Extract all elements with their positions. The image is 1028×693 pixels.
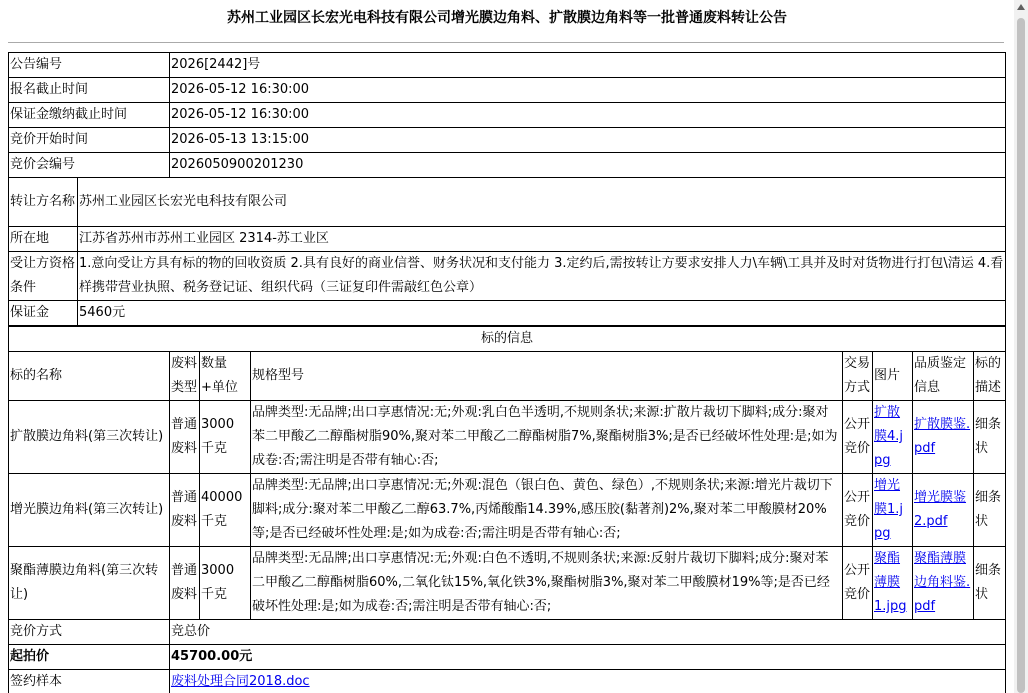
header-image: 图片 bbox=[873, 352, 913, 401]
info-value: 2026050900201230 bbox=[170, 153, 1006, 178]
table-row bbox=[9, 474, 1006, 547]
party-value: 1.意向受让方具有标的物的回收资质 2.具有良好的商业信誉、财务状况和支付能力 3.定约后,需按转让方要求安排人力\车辆\工具并及时对货物进行打包\清运 4.看样携带营业执照、税务登记证、组织代码（三证复印件需敲红色公章） bbox=[78, 252, 1006, 301]
info-label: 报名截止时间 bbox=[9, 78, 170, 103]
lot-name: 扩散膜边角料(第三次转让) bbox=[9, 401, 170, 474]
party-row bbox=[9, 178, 1006, 227]
party-label: 受让方资格条件 bbox=[9, 252, 78, 301]
info-label: 保证金缴纳截止时间 bbox=[9, 103, 170, 128]
lot-image-link[interactable]: 聚酯薄膜1.jpg bbox=[874, 551, 907, 614]
contract-sample-link[interactable]: 废料处理合同2018.doc bbox=[171, 674, 310, 689]
lot-type: 普通废料 bbox=[170, 401, 200, 474]
lot-report-link[interactable]: 增光膜鉴2.pdf bbox=[914, 490, 967, 529]
transferor-table bbox=[8, 177, 1006, 326]
lot-type: 普通废料 bbox=[170, 547, 200, 620]
lot-desc: 细条状 bbox=[974, 474, 1006, 547]
party-value: 5460元 bbox=[78, 301, 1006, 326]
lot-qty: 40000千克 bbox=[200, 474, 251, 547]
lot-method: 公开竞价 bbox=[843, 547, 873, 620]
info-row bbox=[9, 53, 1006, 78]
lot-spec: 品牌类型:无品牌;出口享惠情况:无;外观:白色不透明,不规则条状;来源:反射片裁切下脚料;成分:聚对苯二甲酸乙二醇酯树脂60%,二氧化钛15%,氧化铁3%,聚酯树脂3%,聚对苯二甲酸膜材19%等;是否已经破坏性处理:是;如为成卷:否;需注明是否带有轴心:否; bbox=[251, 547, 843, 620]
lot-name: 增光膜边角料(第三次转让) bbox=[9, 474, 170, 547]
lot-name: 聚酯薄膜边角料(第三次转让) bbox=[9, 547, 170, 620]
lot-desc: 细条状 bbox=[974, 401, 1006, 474]
info-value: 2026[2442]号 bbox=[170, 53, 1006, 78]
party-value: 江苏省苏州市苏州工业园区 2314-苏工业区 bbox=[78, 227, 1006, 252]
party-row bbox=[9, 252, 1006, 301]
info-row bbox=[9, 128, 1006, 153]
contract-sample-cell bbox=[170, 670, 1006, 693]
footer-row bbox=[9, 620, 1006, 645]
footer-label: 竞价方式 bbox=[9, 620, 170, 645]
party-value: 苏州工业园区长宏光电科技有限公司 bbox=[78, 178, 1006, 227]
title-divider bbox=[8, 42, 1004, 43]
footer-row bbox=[9, 670, 1006, 693]
lot-image-link[interactable]: 增光膜1.jpg bbox=[874, 478, 904, 541]
lot-qty: 3000 千克 bbox=[200, 547, 251, 620]
section-header-row bbox=[9, 327, 1006, 352]
info-row bbox=[9, 103, 1006, 128]
party-row bbox=[9, 301, 1006, 326]
header-qty: 数量+单位 bbox=[200, 352, 251, 401]
info-row bbox=[9, 153, 1006, 178]
lot-image-link[interactable]: 扩散膜4.jpg bbox=[874, 405, 904, 468]
table-row bbox=[9, 401, 1006, 474]
lot-info-table bbox=[8, 326, 1006, 693]
lot-method: 公开竞价 bbox=[843, 474, 873, 547]
lot-desc: 细条状 bbox=[974, 547, 1006, 620]
start-price-label: 起拍价 bbox=[9, 645, 170, 670]
header-desc: 标的描述 bbox=[974, 352, 1006, 401]
lot-image-cell bbox=[873, 401, 913, 474]
header-type: 废料类型 bbox=[170, 352, 200, 401]
lot-report-cell bbox=[913, 547, 974, 620]
info-label: 公告编号 bbox=[9, 53, 170, 78]
lot-spec: 品牌类型:无品牌;出口享惠情况:无;外观:乳白色半透明,不规则条状;来源:扩散片裁切下脚料;成分:聚对苯二甲酸乙二醇酯树脂90%,聚对苯二甲酸乙二醇酯树脂7%,聚酯树脂3%;是否已经破坏性处理:是;如为成卷:否;需注明是否带有轴心:否; bbox=[251, 401, 843, 474]
lot-image-cell bbox=[873, 474, 913, 547]
lot-report-cell bbox=[913, 474, 974, 547]
lot-report-link[interactable]: 聚酯薄膜边角料鉴.pdf bbox=[914, 551, 971, 614]
section-title: 标的信息 bbox=[9, 327, 1006, 352]
scrollbar-thumb[interactable] bbox=[1017, 18, 1025, 693]
lot-type: 普通废料 bbox=[170, 474, 200, 547]
header-method: 交易方式 bbox=[843, 352, 873, 401]
info-label: 竞价开始时间 bbox=[9, 128, 170, 153]
lot-report-cell bbox=[913, 401, 974, 474]
party-row bbox=[9, 227, 1006, 252]
footer-label: 签约样本 bbox=[9, 670, 170, 693]
party-label: 保证金 bbox=[9, 301, 78, 326]
lot-method: 公开竞价 bbox=[843, 401, 873, 474]
info-value: 2026-05-12 16:30:00 bbox=[170, 78, 1006, 103]
vertical-scrollbar[interactable] bbox=[1014, 0, 1028, 693]
info-value: 2026-05-12 16:30:00 bbox=[170, 103, 1006, 128]
lot-qty: 3000 千克 bbox=[200, 401, 251, 474]
page-title: 苏州工业园区长宏光电科技有限公司增光膜边角料、扩散膜边角料等一批普通废料转让公告 bbox=[227, 10, 787, 26]
lot-report-link[interactable]: 扩散膜鉴.pdf bbox=[914, 417, 971, 456]
announcement-info-table bbox=[8, 52, 1006, 178]
header-report: 品质鉴定信息 bbox=[913, 352, 974, 401]
info-label: 竞价会编号 bbox=[9, 153, 170, 178]
start-price-value: 45700.00元 bbox=[170, 645, 1006, 670]
lot-header-row bbox=[9, 352, 1006, 401]
footer-row bbox=[9, 645, 1006, 670]
info-value: 2026-05-13 13:15:00 bbox=[170, 128, 1006, 153]
header-name: 标的名称 bbox=[9, 352, 170, 401]
lot-image-cell bbox=[873, 547, 913, 620]
scroll-up-arrow-icon[interactable] bbox=[1017, 4, 1025, 10]
party-label: 所在地 bbox=[9, 227, 78, 252]
table-row bbox=[9, 547, 1006, 620]
info-row bbox=[9, 78, 1006, 103]
party-label: 转让方名称 bbox=[9, 178, 78, 227]
header-spec: 规格型号 bbox=[251, 352, 843, 401]
footer-value: 竞总价 bbox=[170, 620, 1006, 645]
lot-spec: 品牌类型:无品牌;出口享惠情况:无;外观:混色（银白色、黄色、绿色）,不规则条状;来源:增光片裁切下脚料;成分:聚对苯二甲酸乙二醇63.7%,丙烯酸酯14.39%,感压胶(黏著剂)2%,聚对苯二甲酸膜材20%等;是否已经破坏性处理:是;如为成卷:否;需注明是否带有轴心:否; bbox=[251, 474, 843, 547]
